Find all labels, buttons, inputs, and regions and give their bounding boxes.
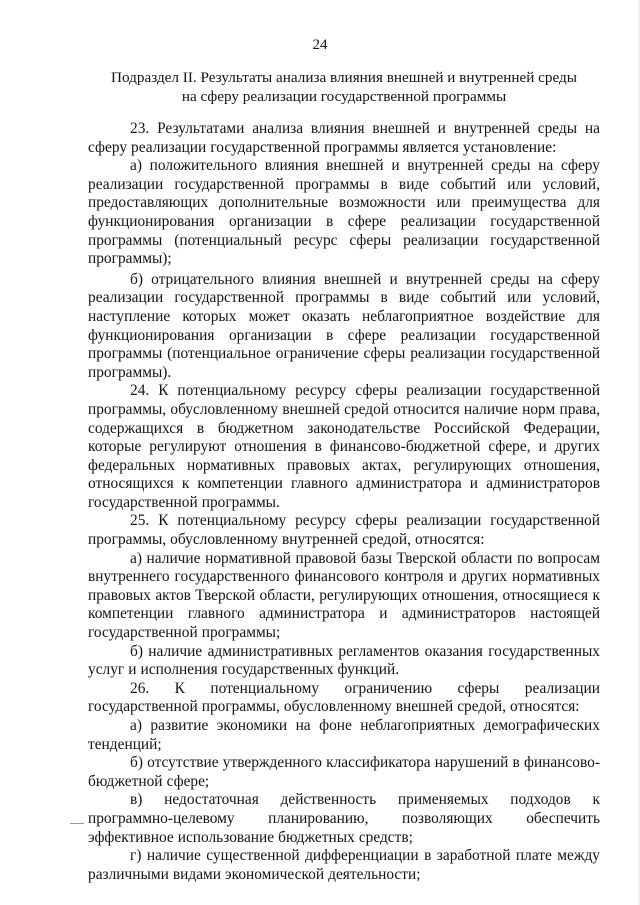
page-number: 24: [312, 37, 328, 53]
paragraph-25: 25. К потенциальному ресурсу сферы реализации государственной программы, обусловленному внутренней средой, относятся:: [88, 512, 600, 549]
paragraph-24: 24. К потенциальному ресурсу сферы реализации государственной программы, обусловленному внешней средой относится наличие норм права, содержащихся в бюджетном законодательстве Российской Федерации, которые регулируют отношения в финансово-бюджетной сфере, и других федеральных нормативных правовых актах, регулирующих отношения, относящихся к компетенции главного администратора и администраторов государственной программы.: [88, 382, 600, 511]
scan-mark: [70, 823, 84, 824]
document-body: [88, 120, 600, 884]
paragraph-25-b: б) наличие административных регламентов оказания государственных услуг и исполнения государственных функций.: [88, 642, 600, 679]
section-heading-line-2: на сферу реализации государственной программы: [181, 88, 507, 105]
section-heading-line-1: Подраздел II. Результаты анализа влияния внешней и внутренней среды: [111, 69, 577, 86]
section-heading: [88, 68, 600, 106]
paragraph-26: 26. К потенциальному ограничению сферы реализации государственной программы, обусловленному внешней средой, относятся:: [88, 679, 600, 716]
paragraph-23: 23. Результатами анализа влияния внешней и внутренней среды на сферу реализации государственной программы является установление:: [88, 120, 600, 156]
paragraph-23-b: б) отрицательного влияния внешней и внутренней среды на сферу реализации государственной программы в виде событий или условий, наступление которых может оказать неблагоприятное воздействие для функционирования организации в сфере реализации государственной программы (потенциальное ограничение сферы реализации государственной программы).: [88, 270, 600, 381]
paragraph-23-a: а) положительного влияния внешней и внутренней среды на сферу реализации государственной программы в виде событий или условий, предоставляющих дополнительные возможности или преимущества для функционирования организации в сфере реализации государственной программы (потенциальный ресурс сферы реализации государственной программы);: [88, 157, 600, 268]
paragraph-26-g: г) наличие существенной дифференциации в заработной плате между различными видами экономической деятельности;: [88, 847, 600, 883]
paragraph-26-a: а) развитие экономики на фоне неблагоприятных демографических тенденций;: [88, 717, 600, 753]
paragraph-26-b: б) отсутствие утвержденного классификатора нарушений в финансово-бюджетной сфере;: [88, 754, 600, 790]
paragraph-26-v: в) недостаточная действенность применяемых подходов к программно-целевому планированию, позволяющих обеспечить эффективное использование бюджетных средств;: [88, 791, 600, 846]
paragraph-25-a: а) наличие нормативной правовой базы Тверской области по вопросам внутреннего государственного финансового контроля и других нормативных правовых актов Тверской области, регулирующих отношения, относящиеся к компетенции главного администратора и администраторов настоящей государственной программы;: [88, 549, 600, 642]
